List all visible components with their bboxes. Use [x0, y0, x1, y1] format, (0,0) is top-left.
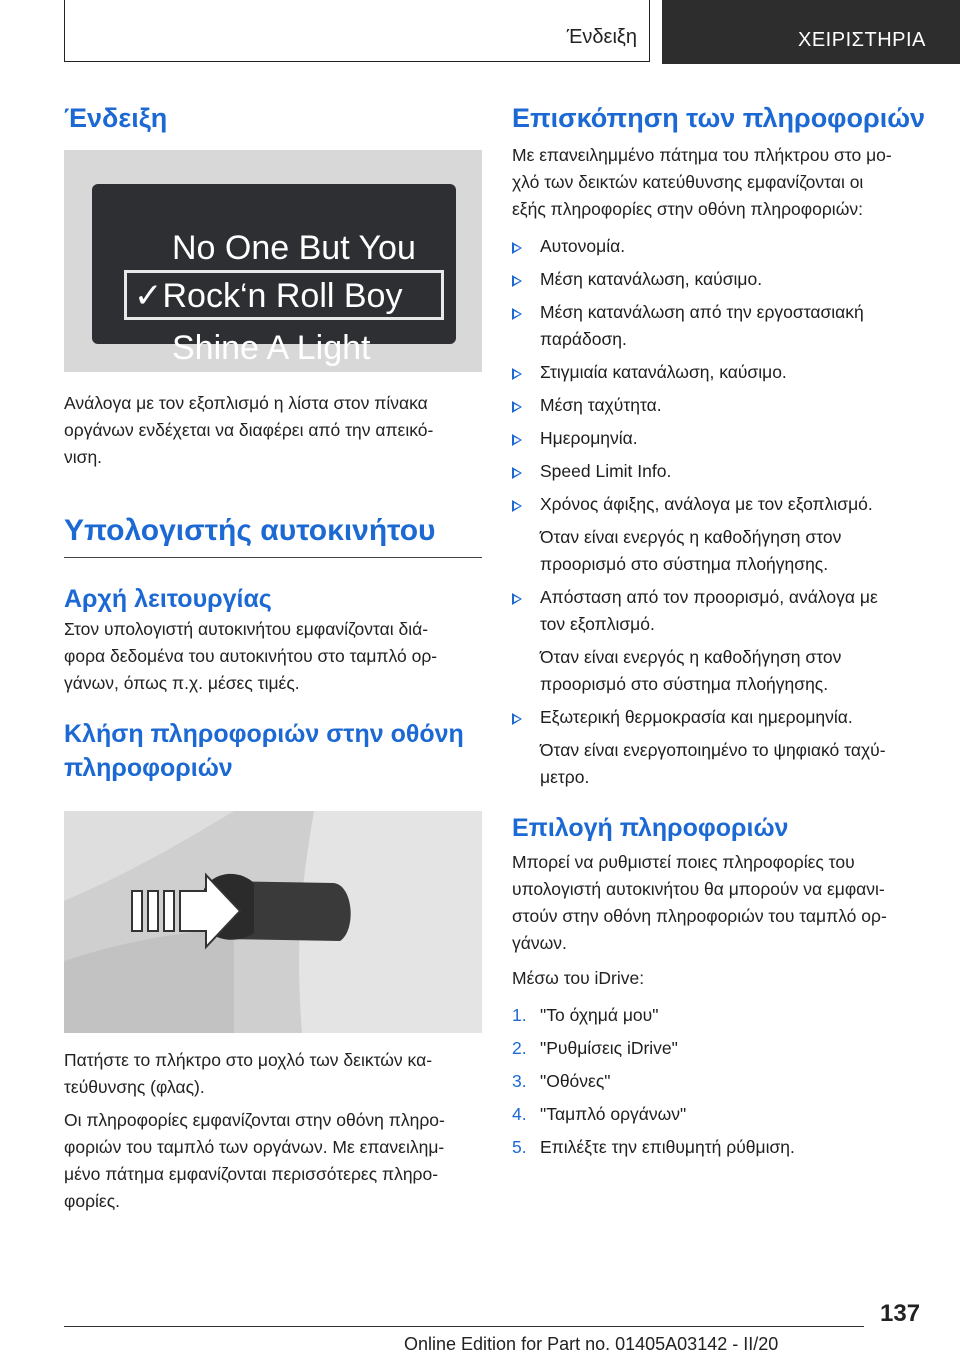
display-line-1: No One But You	[172, 229, 416, 267]
via-idrive: Μέσω του iDrive:	[512, 968, 645, 988]
left-column	[64, 100, 482, 1215]
step-text: "Οθόνες"	[540, 1071, 611, 1091]
page-number: 137	[880, 1300, 921, 1327]
note-line: προορισμό στο σύστημα πλοήγησης.	[540, 674, 829, 694]
triangle-bullet-icon	[512, 713, 522, 725]
page-header	[64, 0, 960, 64]
list-item	[512, 425, 932, 452]
step-number: 4.	[512, 1104, 527, 1124]
caption-line: οργάνων ενδέχεται να διαφέρει από την απεικό‐	[64, 420, 434, 440]
step-item	[512, 1068, 932, 1095]
triangle-bullet-icon	[512, 500, 522, 512]
step-number: 5.	[512, 1137, 527, 1157]
step-item	[512, 1002, 932, 1029]
select-paragraph	[512, 849, 932, 957]
instrument-display-image	[64, 150, 482, 372]
list-item	[512, 266, 932, 293]
footer-rule	[64, 1326, 864, 1327]
list-item-text: Αυτονομία.	[540, 236, 626, 256]
subheading-select-info: Επιλογή πληροφοριών	[512, 814, 789, 842]
info-paragraph	[64, 1107, 482, 1215]
step-item	[512, 1101, 932, 1128]
step-text: "Το όχημά μου"	[540, 1005, 659, 1025]
list-item	[512, 704, 932, 731]
note-line: Όταν είναι ενεργός η καθοδήγηση στον	[540, 647, 842, 667]
section-title-display: Ένδειξη	[64, 103, 168, 133]
list-item	[512, 359, 932, 386]
display-line-3: Shine A Light	[172, 329, 371, 367]
text-line: Πατήστε το πλήκτρο στο μοχλό των δεικτών κα‐	[64, 1050, 433, 1070]
step-item	[512, 1035, 932, 1062]
subheading-line: Κλήση πληροφοριών στην οθόνη	[64, 720, 464, 748]
text-line: Στον υπολογιστή αυτοκινήτου εμφανίζονται διά‐	[64, 619, 429, 639]
text-line: υπολογιστή αυτοκινήτου θα μπορούν να εμφανι‐	[512, 879, 885, 899]
step-number: 1.	[512, 1005, 527, 1025]
footer-edition: Online Edition for Part no. 01405A03142 - II/20	[404, 1334, 779, 1354]
list-item-text: τον εξοπλισμό.	[540, 614, 655, 634]
list-note	[512, 524, 932, 578]
triangle-bullet-icon	[512, 593, 522, 605]
list-item-text: Speed Limit Info.	[540, 461, 672, 481]
header-chapter-tab	[662, 0, 960, 64]
caption-line: νιση.	[64, 447, 103, 467]
heading-vehicle-computer: Υπολογιστής αυτοκινήτου	[64, 514, 436, 547]
text-line: γάνων, όπως π.χ. μέσες τιμές.	[64, 673, 300, 693]
overview-intro	[512, 142, 932, 223]
list-item	[512, 299, 932, 353]
triangle-bullet-icon	[512, 308, 522, 320]
list-item-text: Εξωτερική θερμοκρασία και ημερομηνία.	[540, 707, 853, 727]
subheading-line: πληροφοριών	[64, 754, 233, 782]
step-number: 2.	[512, 1038, 527, 1058]
list-item-text: Χρόνος άφιξης, ανάλογα με τον εξοπλισμό.	[540, 494, 873, 514]
triangle-bullet-icon	[512, 434, 522, 446]
note-line: μετρο.	[540, 767, 590, 787]
caption-line: Ανάλογα με τον εξοπλισμό η λίστα στον πίνακα	[64, 393, 428, 413]
list-note	[512, 644, 932, 698]
principle-paragraph	[64, 616, 482, 697]
text-line: Με επανειλημμένο πάτημα του πλήκτρου στο μο‐	[512, 145, 892, 165]
triangle-bullet-icon	[512, 242, 522, 254]
section-title-overview: Επισκόπηση των πληροφοριών	[512, 103, 926, 133]
step-text: "Ταμπλό οργάνων"	[540, 1104, 687, 1124]
text-line: τεύθυνσης (φλας).	[64, 1077, 205, 1097]
step-text: Επιλέξτε την επιθυμητή ρύθμιση.	[540, 1137, 795, 1157]
text-line: Μπορεί να ρυθμιστεί ποιες πληροφορίες του	[512, 852, 855, 872]
steps-list	[512, 1002, 932, 1161]
text-line: μένο πάτημα εμφανίζονται περισσότερες πληρο‐	[64, 1164, 439, 1184]
text-line: φοριών του ταμπλό των οργάνων. Με επανειλημ‐	[64, 1137, 445, 1157]
list-item	[512, 458, 932, 485]
display-screen	[92, 184, 456, 367]
info-list-cont	[512, 704, 932, 731]
triangle-bullet-icon	[512, 401, 522, 413]
list-item	[512, 491, 932, 518]
text-line: Οι πληροφορίες εμφανίζονται στην οθόνη πληρο‐	[64, 1110, 445, 1130]
text-line: στούν στην οθόνη πληροφοριών του ταμπλό ορ‐	[512, 906, 887, 926]
note-line: προορισμό στο σύστημα πλοήγησης.	[540, 554, 829, 574]
triangle-bullet-icon	[512, 368, 522, 380]
triangle-bullet-icon	[512, 275, 522, 287]
step-item	[512, 1134, 932, 1161]
note-line: Όταν είναι ενεργός η καθοδήγηση στον	[540, 527, 842, 547]
list-item-text: Απόσταση από τον προορισμό, ανάλογα με	[540, 587, 878, 607]
subheading-principle: Αρχή λειτουργίας	[64, 585, 272, 613]
text-line: χλό των δεικτών κατεύθυνσης εμφανίζονται οι	[512, 172, 864, 192]
note-line: Όταν είναι ενεργοποιημένο το ψηφιακό ταχύ‐	[540, 740, 886, 760]
list-item-text: Ημερομηνία.	[540, 428, 638, 448]
list-item-text: Στιγμιαία κατανάλωση, καύσιμο.	[540, 362, 787, 382]
display-caption	[64, 390, 482, 471]
info-list-cont	[512, 584, 932, 638]
step-text: "Ρυθμίσεις iDrive"	[540, 1038, 678, 1058]
header-section-box	[64, 0, 650, 62]
turn-signal-stalk-image	[64, 811, 482, 1033]
list-item	[512, 233, 932, 260]
info-list	[512, 233, 932, 518]
list-note	[512, 737, 932, 791]
list-item-text: Μέση ταχύτητα.	[540, 395, 662, 415]
text-line: γάνων.	[512, 933, 567, 953]
text-line: εξής πληροφορίες στην οθόνη πληροφοριών:	[512, 199, 863, 219]
press-paragraph	[64, 1047, 482, 1101]
text-line: φορα δεδομένα του αυτοκινήτου στο ταμπλό ορ‐	[64, 646, 438, 666]
list-item-text: Μέση κατανάλωση, καύσιμο.	[540, 269, 763, 289]
step-number: 3.	[512, 1071, 527, 1091]
right-column	[512, 100, 932, 1167]
list-item-text: παράδοση.	[540, 329, 627, 349]
heading-rule	[64, 557, 482, 558]
subheading-call-info	[64, 717, 482, 785]
text-line: φορίες.	[64, 1191, 121, 1211]
header-section-label: Ένδειξη	[566, 26, 637, 48]
header-chapter-label: ΧΕΙΡΙΣΤΗΡΙΑ	[798, 29, 926, 51]
list-item	[512, 584, 932, 638]
list-item-text: Μέση κατανάλωση από την εργοστασιακή	[540, 302, 864, 322]
list-item	[512, 392, 932, 419]
triangle-bullet-icon	[512, 467, 522, 479]
display-line-2: ✓Rock‘n Roll Boy	[134, 277, 403, 315]
